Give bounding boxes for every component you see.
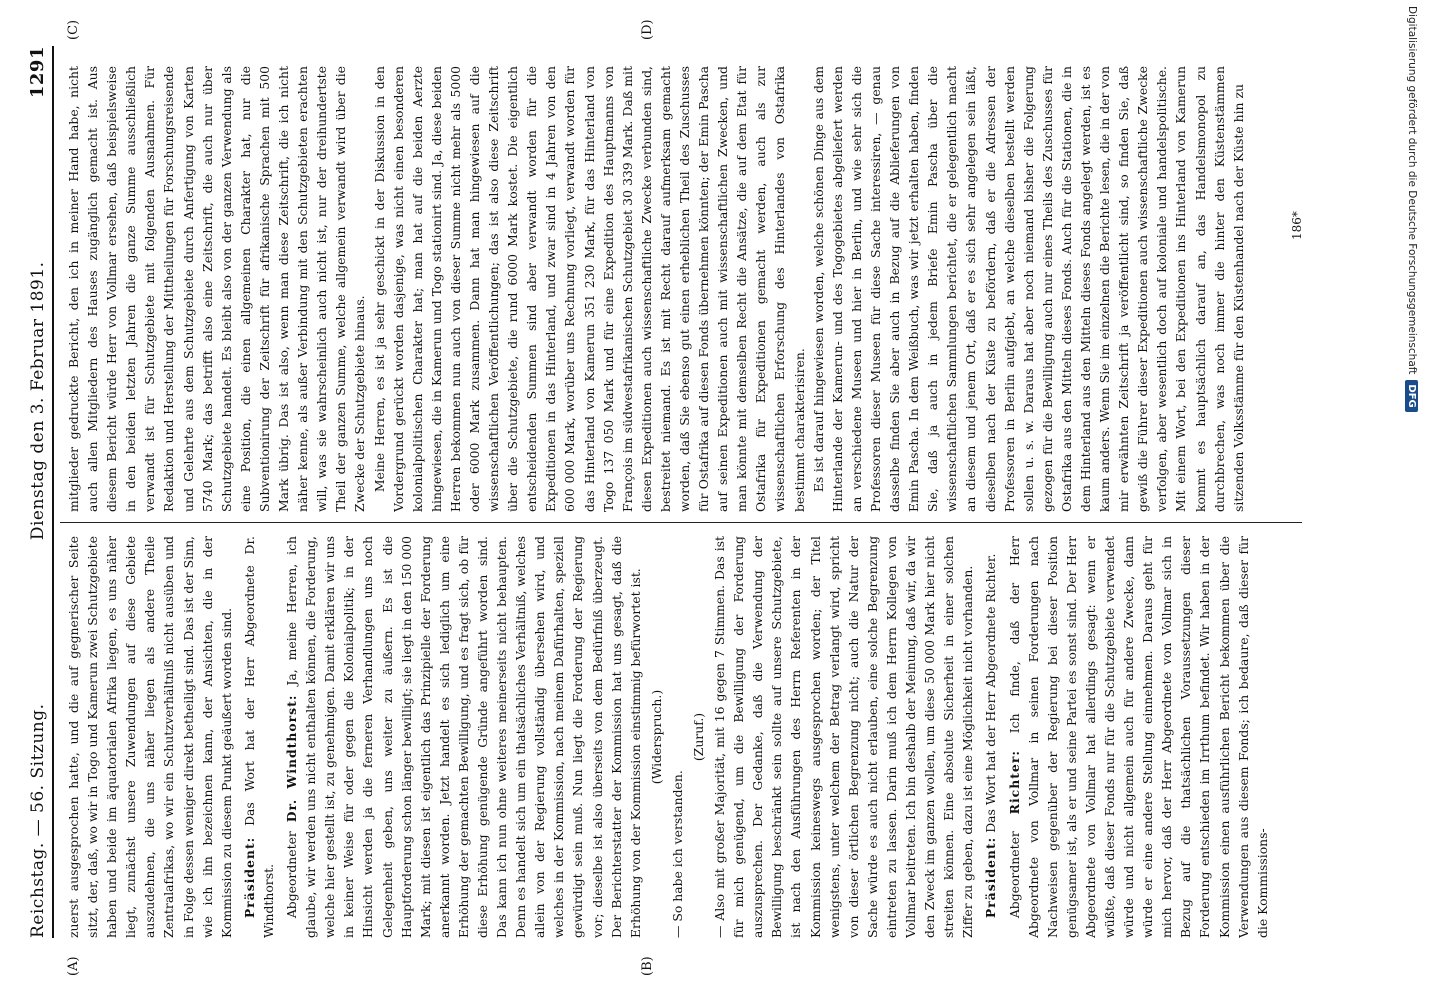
dfg-logo: DFG — [1406, 380, 1419, 411]
interjection: (Widerspruch.) — [648, 689, 664, 785]
speaker-lead: Abgeordneter — [284, 831, 300, 919]
margin-marker-d: (D) — [640, 19, 655, 40]
margin-marker-c: (C) — [66, 19, 81, 40]
body-paragraph: — So habe ich verstanden. — [669, 770, 685, 938]
digitization-credit — [1392, 0, 1432, 1000]
header-rule — [52, 46, 54, 938]
body-paragraph: Meine Herren, es ist ja sehr geschickt in der Diskussion in den Vordergrund gerückt worden dasjenige, was nicht einen besonderen kolonialpolitischen Charakter hat; man hat auf die beiden Aerzte hingewiesen, die in Kamerun und Togo stationirt sind. Ja, diese beiden Herren bekommen nun auch von dieser Summe nicht mehr als 5000 oder 6000 Mark zusammen. Dann hat man hingewiesen auf die wissenschaftlichen Veröffentlichungen; das ist also diese Zeitschrift über die Schutzgebiete, die rund 6000 Mark kostet. Die eigentlich entscheidenden Summen sind aber verwandt worden für die Expeditionen in das Hinterland, und zwar sind in 4 Jahren von den 600 000 Mark, worüber uns Rechnung vorliegt, verwandt worden für das Hinterland von Kamerun 351 230 Mark, für das Hinterland von Togo 137 050 Mark und für eine Expedition des Hauptmanns von François im südwestafrikanischen Schutzgebiet 30 339 Mark. Daß mit diesen Expeditionen auch wissenschaftliche Zwecke verbunden sind, bestreitet niemand. Es ist mit Recht darauf aufmerksam gemacht worden, daß Sie ebenso gut einen erheblichen Theil des Zuschusses für Ostafrika auf diesen Fonds übernehmen könnten; der Emin Pascha auf seinen Expeditionen auch mit wissenschaftlichen Zwecken, und man könnte mit demselben Recht die Ansätze, die auf dem Etat für Ostafrika für Expeditionen gemacht werden, auch als zur wissenschaftlichen Erforschung des Hinterlandes von Ostafrika bestimmt charakterisiren. — [371, 66, 807, 512]
speech-text: Ja, meine Herren, ich glaube, wir werden uns nicht enthalten können, die Forderung, welche hier gestellt ist, zu genehmigen. Damit erklären wir uns in keiner Weise für oder gegen die Kolonialpolitik; in der Hinsicht werden ja die ferneren Verhandlungen uns noch Gelegenheit geben, uns weiter zu äußern. Es ist die Hauptforderung schon länger bewilligt; sie liegt in den 150 000 Mark; mit diesen ist eigentlich das Prinzipielle der Forderung anerkannt worden. Jetzt handelt es sich lediglich um eine Erhöhung der gemachten Bewilligung, und es fragt sich, ob für diese Erhöhung genügende Gründe angeführt worden sind. Das kann ich nun ohne weiteres meinerseits nicht behaupten. Denn es handelt sich um ein thatsächliches Verhältniß, welches allein von der Regierung vollständig übersehen wird, und welches in der Kommission, nach meinem Dafürhalten, speziell gewürdigt sein muß. Nun liegt die Forderung der Regierung vor; dieselbe ist also überseits von dem Bedürfniß überzeugt. Der Berichterstatter der Kommission hat uns gesagt, daß die Erhöhung von der Kommission einstimmig befürwortet ist. — [284, 536, 643, 938]
speaker-paragraph — [282, 536, 645, 938]
column-divider — [60, 522, 1302, 523]
speech-text: Das Wort hat der Herr Abgeordnete Dr. Windthorst. — [241, 536, 276, 938]
margin-marker-a: (A) — [66, 956, 81, 976]
credit-text: Digitalisierung gefördert durch die Deutsche Forschungsgemeinschaft — [1406, 6, 1418, 375]
speaker-lead: Abgeordneter — [1006, 831, 1022, 919]
body-paragraph: mitglieder gedruckte Bericht, den ich in meiner Hand habe, nicht auch allen Mitgliedern des Hauses zugänglich gemacht ist. Aus diesem Bericht würde Herr von Vollmar ersehen, daß beispielsweise in den beiden letzten Jahren die ganze Summe ausschließlich verwandt ist für Schutzgebiete mit folgenden Ausnahmen. Für Redaktion und Herstellung der Mittheilungen für Forschungsreisende und Gelehrte aus dem Schutzgebiete durch Anfertigung von Karten 5740 Mark; das betrifft also eine Zeitschrift, die auch nur über Schutzgebiete handelt. Es bleibt also von der ganzen Verwendung als eine Position, die einen allgemeinen Charakter hat, nur die Subventionirung der Zeitschrift für afrikanische Sprachen mit 500 Mark übrig. Das ist also, wenn man diese Zeitschrift, die ich nicht näher kenne, als außer Verbindung mit den Schutzgebieten erachten will, was sie wahrscheinlich auch nicht ist, nur der dreihundertste Theil der ganzen Summe, welche allgemein verwandt wird über die Zwecke der Schutzgebiete hinaus. — [66, 66, 368, 512]
header-left: Reichstag. — 56. Sitzung. — [28, 703, 48, 938]
speaker-paragraph — [981, 536, 1000, 938]
speaker-paragraph — [1005, 536, 1272, 938]
page-header — [14, 46, 48, 938]
speaker-name: Präsident: — [241, 836, 257, 919]
speech-text: Ich finde, daß der Herr Abgeordnete von Vollmar in seinen Forderungen nach Nachweisen gegenüber der Regierung bei dieser Position genügsamer ist, als er und seine Partei es sonst sind. Der Herr Abgeordnete von Vollmar hat allerdings gesagt: wenn er wüßte, daß dieser Fonds nur für die Schutzgebiete verwendet würde und nicht allgemein auch für andere Zwecke, dann würde er eine andere Stellung einnehmen. Daraus geht für mich hervor, daß der Herr Abgeordnete von Vollmar sich in Bezug auf die thatsächlichen Voraussetzungen dieser Forderung entschieden im Irrthum befindet. Wir haben in der Kommission einen ausführlichen Bericht bekommen über die Verwendungen aus diesem Fonds; ich bedaure, daß dieser für die Kommissions- — [1006, 536, 1270, 938]
speaker-paragraph — [240, 536, 278, 938]
speaker-name: Dr. Windthorst: — [284, 694, 300, 823]
body-paragraph: zuerst ausgesprochen hatte, und die auf gegnerischer Seite sitzt, der, daß, wo wir in Togo und Kamerun zwei Schutzgebiete haben und beide im äquatorialen Afrika liegen, es uns näher liegt, zunächst unsere Zuwendungen auf diese Gebiete auszudehnen, die uns näher liegen als andere Theile Zentralafrikas, wo wir ein Schutzverhältniß nicht ausüben und in Folge dessen weniger direkt betheiligt sind. Das ist der Sinn, wie ich ihn bezeichnen kann, der Ansichten, die in der Kommission zu diesem Punkt geäußert worden sind. — [66, 536, 234, 938]
left-column — [64, 536, 1302, 938]
header-center: Dienstag den 3. Februar 1891. — [28, 261, 48, 541]
page-number: 1291 — [27, 46, 48, 99]
right-column — [64, 66, 1302, 512]
speech-text: Das Wort hat der Herr Abgeordnete Richter. — [983, 553, 999, 833]
speaker-name: Richter: — [1006, 750, 1022, 815]
speaker-name: Präsident: — [983, 836, 999, 919]
interjection: (Zuruf.) — [691, 712, 706, 762]
body-paragraph: — Also mit großer Majorität, mit 16 gegen 7 Stimmen. Das ist für mich genügend, um die Bewilligung der Forderung auszusprechen. Der Gedanke, daß die Verwendung der Bewilligung beschränkt sein sollte auf unsere Schutzgebiete, ist nach den Ausführungen des Herrn Referenten in der Kommission keineswegs ausgesprochen worden; der Titel wenigstens, unter welchem der Betrag verlangt wird, spricht von dieser örtlichen Begrenzung nicht; auch die Natur der Sache würde es auch nicht erlauben, eine solche Begrenzung eintreten zu lassen. Darin muß ich dem Herrn Kollegen von Vollmar beitreten. Ich bin deshalb der Meinung, daß wir, da wir den Zweck im ganzen wollen, um diese 50 000 Mark hier nicht streiten können. Eine absolute Sicherheit in einer solchen Ziffer zu geben, dazu ist eine Möglichkeit nicht vorhanden. — [712, 536, 976, 938]
margin-marker-b: (B) — [640, 956, 655, 976]
body-paragraph: Es ist darauf hingewiesen worden, welche schönen Dinge aus dem Hinterlande der Kamerun- und des Togogebietes abgeliefert werden an verschiedene Museen und hier in Berlin, und wie sehr sich die Professoren dieser Museen für diese Sache interessiren, — genau dasselbe finden Sie aber auch in Bezug auf die Ablieferungen von Emin Pascha. In dem Weißbuch, was wir jetzt erhalten haben, finden Sie, daß ja auch in jedem Briefe Emin Pascha über die wissenschaftlichen Sammlungen berichtet, die er gelegentlich macht an diesem und jenem Ort, daß er es sich sehr angelegen sein läßt, dieselben nach der Küste zu befördern, daß er die Adressen der Professoren in Berlin aufgiebt, an welche dieselben bestellt werden sollen u. s. w. Daraus hat aber noch niemand bisher die Folgerung gezogen für die Bewilligung auch nur eines Theils des Zuschusses für Ostafrika aus den Mitteln dieses Fonds. Auch für die Stationen, die in dem Hinterland aus den Mitteln dieses Fonds angelegt werden, ist es kaum anders. Wenn Sie im einzelnen die Berichte lesen, die in der von mir erwähnten Zeitschrift ja veröffentlicht sind, so finden Sie, daß gewiß die Führer dieser Expeditionen auch wissenschaftliche Zwecke verfolgen, aber wesentlich doch auf koloniale und handelspolitische. Mit einem Wort, bei den Expeditionen ins Hinterland von Kamerun kommt es hauptsächlich darauf an, das Handelsmonopol zu durchbrechen, was noch immer die hinter den Küstenstämmen sitzenden Volksstämme für den Küstenhandel nach der Küste hin zu — [810, 66, 1246, 512]
page-mark: 186* — [1290, 211, 1304, 240]
